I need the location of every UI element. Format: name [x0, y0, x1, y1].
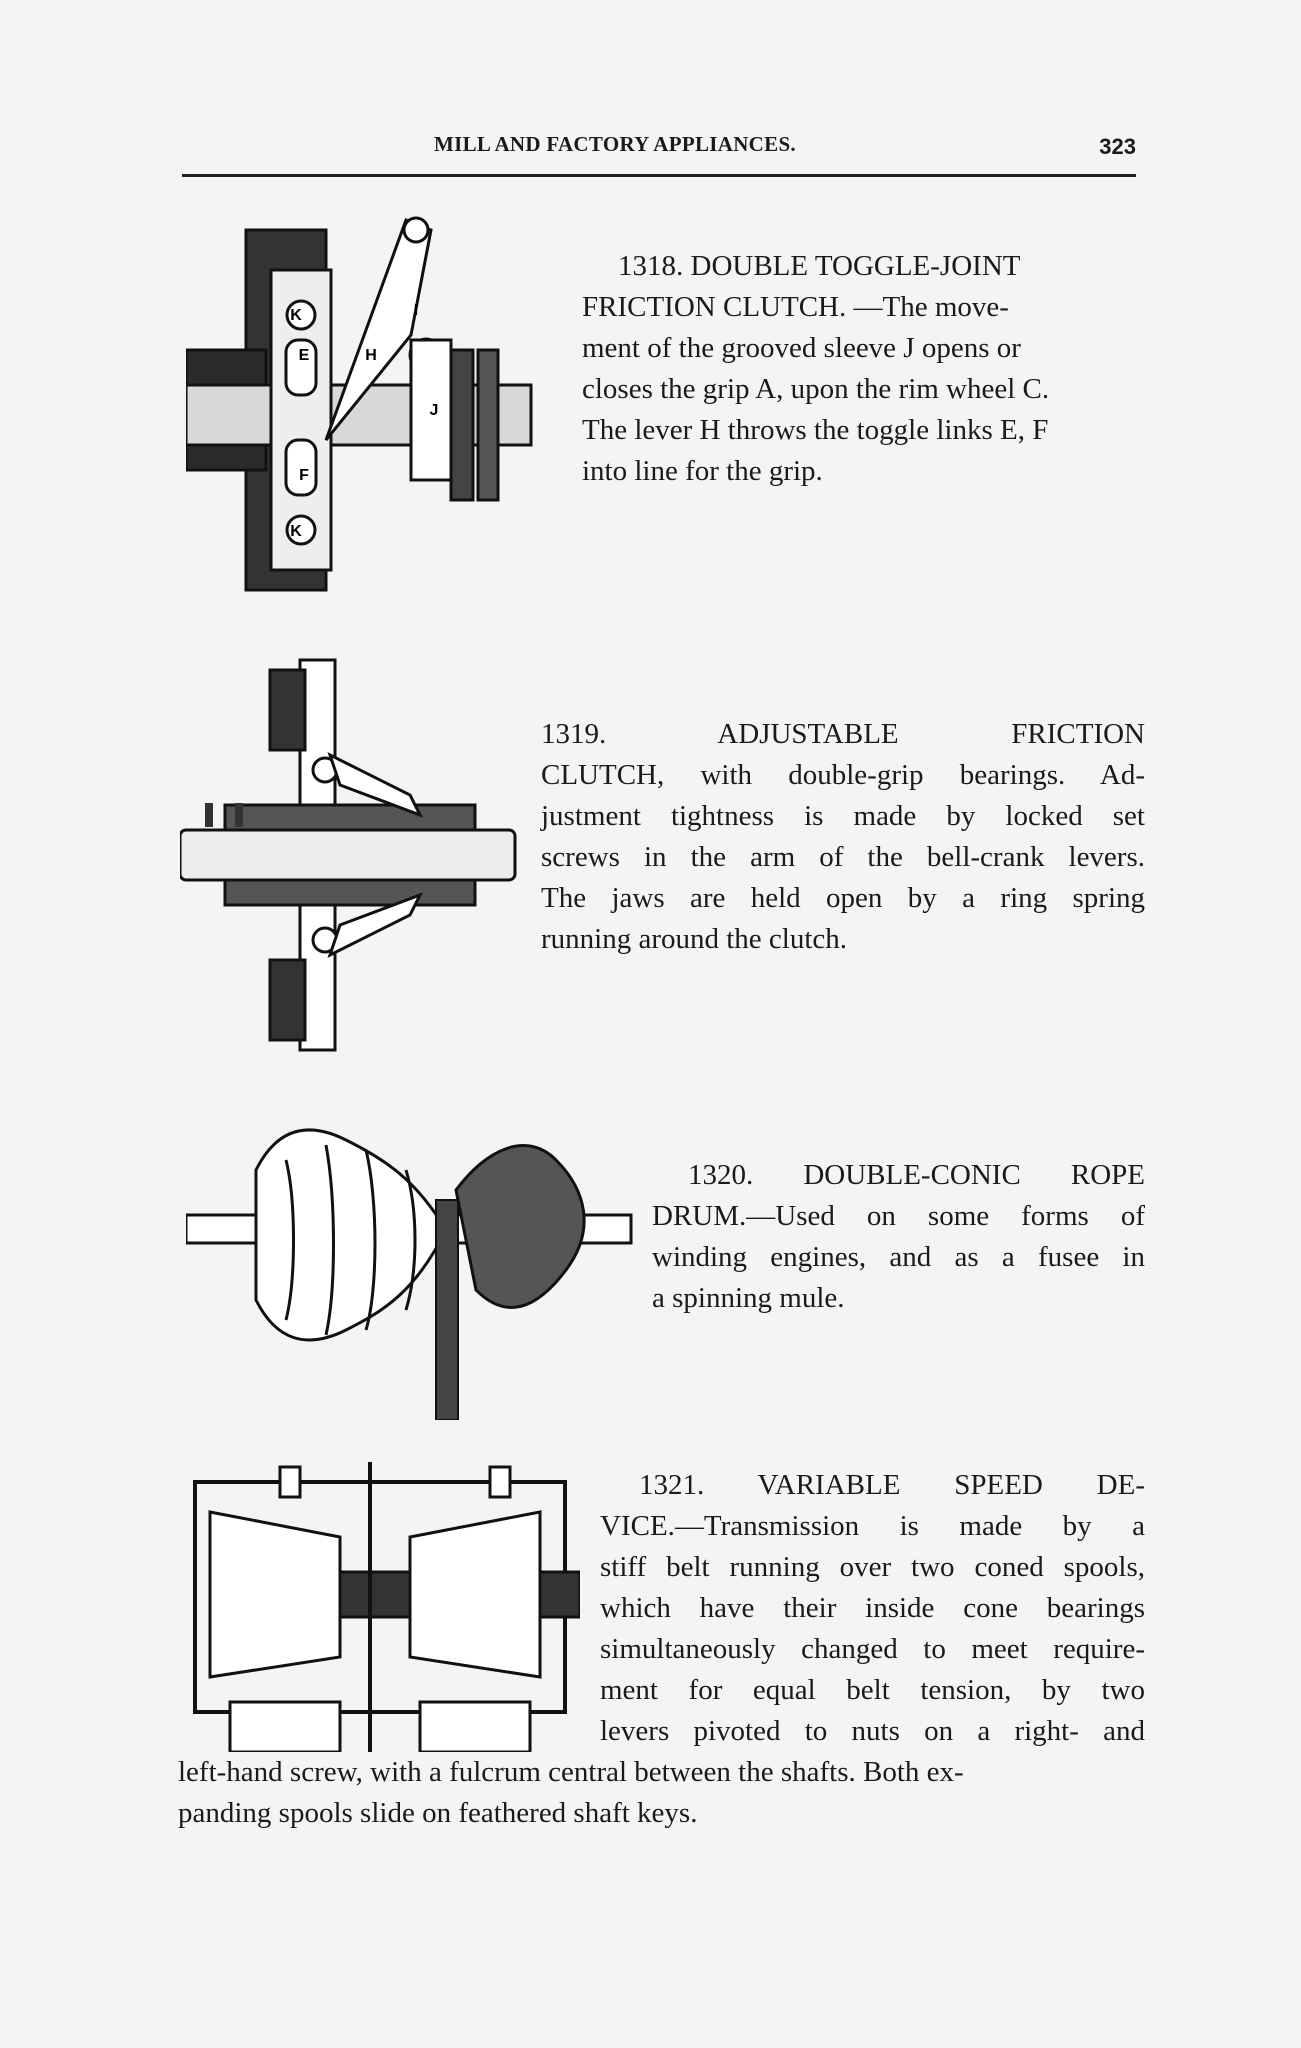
entry-1320-line: 1320. DOUBLE-CONIC ROPE [688, 1159, 1145, 1191]
entry-1319 [541, 714, 1145, 960]
entry-1319-line: CLUTCH, with double-grip bearings. Ad- [541, 759, 1145, 791]
entry-1318-line: ment of the grooved sleeve J opens or [582, 332, 1021, 364]
entry-1321-full-line: left-hand screw, with a fulcrum central between the shafts. Both ex- [178, 1756, 964, 1788]
pulley-right [420, 1702, 530, 1752]
entry-1321-line: which have their inside cone bearings [600, 1592, 1145, 1624]
label-i: I [413, 302, 419, 319]
shaft-bearing-left [280, 1467, 300, 1497]
label-k-upper: K [290, 307, 302, 324]
page-number: 323 [1099, 134, 1136, 159]
set-screw [205, 803, 213, 827]
figure-1319-adjustable-clutch [180, 655, 520, 1055]
shaft [180, 830, 515, 880]
entry-1321-continued [178, 1752, 1078, 1834]
collar [451, 350, 473, 500]
entry-1318-line: The lever H throws the toggle links E, F [582, 414, 1049, 446]
entry-1318 [582, 246, 1102, 492]
entry-1321-full-line: panding spools slide on feathered shaft keys. [178, 1797, 698, 1829]
header-rule [182, 174, 1136, 177]
lower-jaw [270, 960, 305, 1040]
entry-1320-line: DRUM.—Used on some forms of [652, 1200, 1145, 1232]
collar-outer [478, 350, 498, 500]
entry-1321-line: VICE.—Transmission is made by a [600, 1510, 1145, 1542]
entry-1318-line: into line for the grip. [582, 455, 823, 487]
label-e: E [298, 347, 310, 364]
rope-drum-illustration [186, 1090, 636, 1420]
entry-1319-line: running around the clutch. [541, 923, 848, 955]
rope [436, 1200, 458, 1420]
entry-1321-line: levers pivoted to nuts on a right- and [600, 1715, 1145, 1747]
left-cone [256, 1130, 446, 1340]
page-header [182, 130, 1136, 178]
entry-1321-line: 1321. VARIABLE SPEED DE- [639, 1469, 1145, 1501]
cone-spool-right [410, 1512, 540, 1677]
entry-1321 [600, 1465, 1145, 1752]
figure-1320-rope-drum [186, 1090, 636, 1420]
set-screw [235, 803, 243, 827]
entry-1319-line: The jaws are held open by a ring spring [541, 882, 1145, 914]
cone-spool-left [210, 1512, 340, 1677]
variable-speed-illustration [180, 1462, 580, 1752]
entry-1319-line: justment tightness is made by locked set [541, 800, 1145, 832]
entry-1321-line: stiff belt running over two coned spools, [600, 1551, 1145, 1583]
upper-jaw [270, 670, 305, 750]
right-cone [456, 1146, 584, 1308]
entry-1318-line: FRICTION CLUTCH. —The move- [582, 291, 1009, 323]
toggle-clutch-illustration [186, 210, 546, 600]
figure-1321-variable-speed [180, 1462, 580, 1752]
entry-1321-line: ment for equal belt tension, by two [600, 1674, 1145, 1706]
lever-pivot [404, 218, 428, 242]
label-f: F [299, 467, 309, 484]
pulley-left [230, 1702, 340, 1752]
entry-1318-line: closes the grip A, upon the rim wheel C. [582, 373, 1050, 405]
entry-1320-line: a spinning mule. [652, 1282, 845, 1314]
entry-1318-line: 1318. DOUBLE TOGGLE-JOINT [618, 250, 1021, 282]
entry-1320 [652, 1155, 1145, 1319]
entry-1320-line: winding engines, and as a fusee in [652, 1241, 1145, 1273]
shaft-bearing-right [490, 1467, 510, 1497]
label-j: J [429, 402, 439, 419]
running-head: MILL AND FACTORY APPLIANCES. [434, 132, 796, 156]
label-k-lower: K [290, 523, 302, 540]
label-h: H [365, 347, 377, 364]
adjustable-clutch-illustration [180, 655, 520, 1055]
figure-1318-toggle-clutch [186, 210, 546, 600]
entry-1319-line: screws in the arm of the bell-crank levers. [541, 841, 1145, 873]
entry-1321-line: simultaneously changed to meet require- [600, 1633, 1145, 1665]
entry-1319-line: 1319. ADJUSTABLE FRICTION [541, 718, 1145, 750]
